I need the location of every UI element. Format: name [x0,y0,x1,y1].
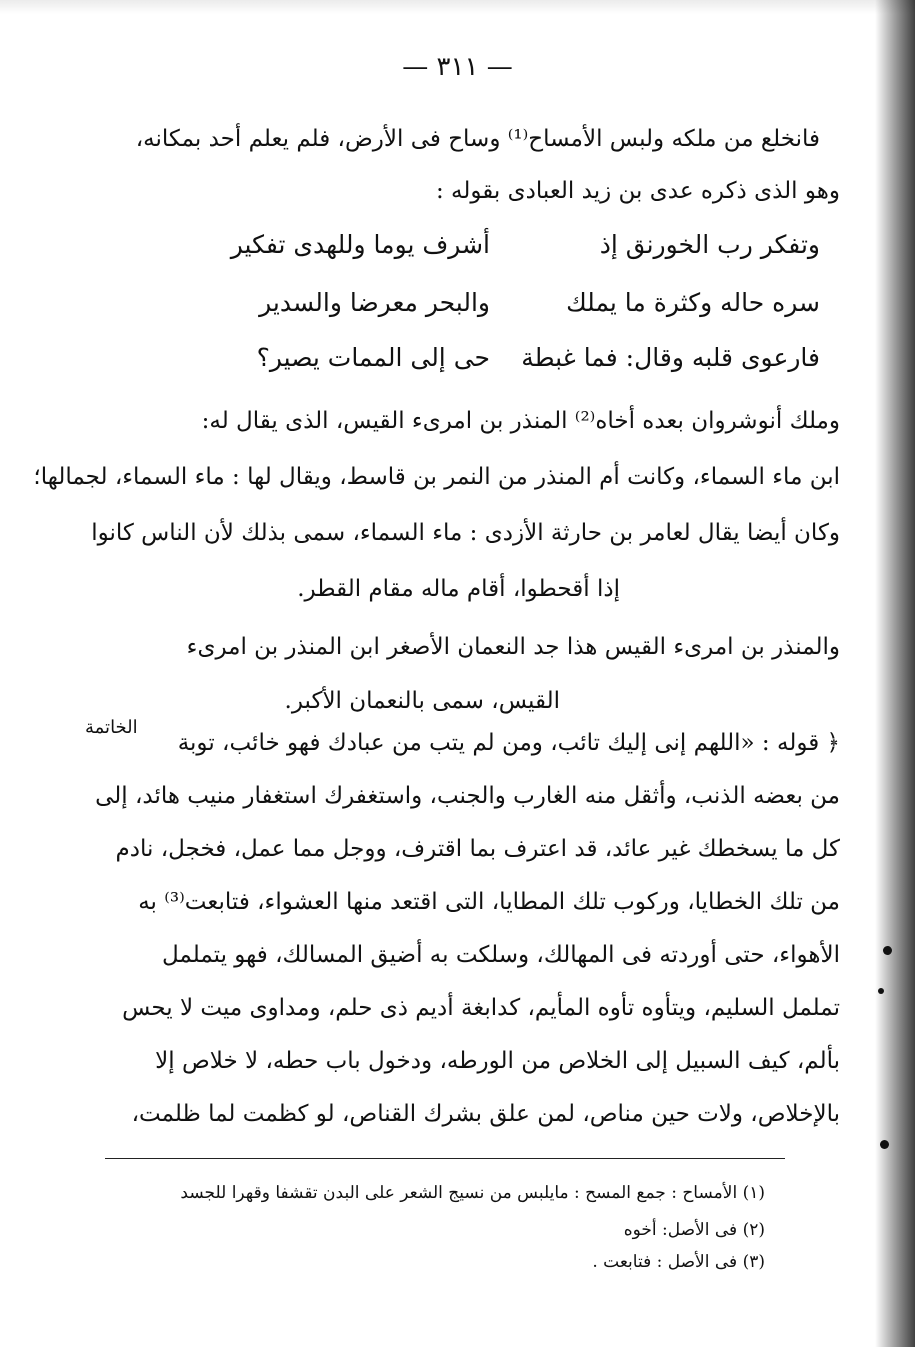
scan-speck [883,946,892,955]
paragraph-3-line-5: الأهواء، حتى أوردته فى المهالك، وسلكت به أضيق المسالك، فهو يتململ [162,942,840,968]
verse-3-hemistich-a: فارعوى قلبه وقال: فما غبطة [521,343,820,372]
paragraph-3-line-3: كل ما يسخطك غير عائد، قد اعترف بما اقترف، ووجل مما عمل، فخجل، نادم [115,836,840,862]
paragraph-3-line-2: من بعضه الذنب، وأثقل منه الغارب والجنب، واستغفرك استغفار منيب هائد، إلى [95,783,840,809]
verse-1-hemistich-a: وتفكر رب الخورنق إذ [599,230,820,259]
paragraph-3-line-7: بألم، كيف السبيل إلى الخلاص من الورطه، ودخول باب حطه، لا خلاص إلا [155,1048,840,1074]
footnote-1: (١) الأمساح : جمع المسح : مايلبس من نسيج الشعر على البدن تقشفا وقهرا للجسد [180,1183,765,1203]
verse-2-hemistich-b: والبحر معرضا والسدير [259,288,490,317]
verse-3-hemistich-b: حى إلى الممات يصير؟ [256,343,490,372]
verse-1-hemistich-b: أشرف يوما وللهدى تفكير [230,230,490,259]
verse-2-hemistich-a: سره حاله وكثرة ما يملك [566,288,820,317]
paragraph-1-line-4: إذا أقحطوا، أقام ماله مقام القطر. [297,576,620,602]
page-number: — ٣١١ — [402,52,513,82]
scan-shadow-top [0,0,915,14]
footnote-separator [105,1158,785,1159]
scan-speck [878,988,884,994]
paragraph-3-line-6: تململ السليم، ويتأوه تأوه المأيم، كدابغة أديم ذى حلم، ومداوى ميت لا يحس [122,995,840,1021]
paragraph-3-line-4: من تلك الخطايا، وركوب تلك المطايا، التى اقتعد منها العشواء، فتابعت⁽³⁾ به [138,889,840,915]
scan-speck [880,1140,889,1149]
paragraph-2-line-1: والمنذر بن امرىء القيس هذا جد النعمان الأصغر ابن المنذر بن امرىء [186,634,840,660]
footnote-3: (٣) فى الأصل : فتابعت . [592,1252,765,1272]
paragraph-3-line-1: ﴿ قوله : «اللهم إنى إليك تائب، ومن لم يتب من عبادك فهو خائب، توبة [177,730,840,756]
text-line-2: وهو الذى ذكره عدى بن زيد العبادى بقوله : [436,178,840,204]
footnote-2: (٢) فى الأصل: أخوه [623,1220,765,1240]
paragraph-1-line-1: وملك أنوشروان بعده أخاه⁽²⁾ المنذر بن امرىء القيس، الذى يقال له: [201,408,840,434]
margin-note: الخاتمة [85,717,138,738]
paragraph-2-line-2: القيس، سمى بالنعمان الأكبر. [284,688,560,714]
paragraph-1-line-3: وكان أيضا يقال لعامر بن حارثة الأزدى : ماء السماء، سمى بذلك لأن الناس كانوا [91,520,840,546]
paragraph-3-line-8: بالإخلاص، ولات حين مناص، لمن علق بشرك القناص، لو كظمت لما ظلمت، [131,1101,840,1127]
paragraph-1-line-2: ابن ماء السماء، وكانت أم المنذر من النمر بن قاسط، ويقال لها : ماء السماء، لجمالها؛ [33,464,840,490]
text-line-1: فانخلع من ملكه ولبس الأمساح⁽¹⁾ وساح فى الأرض، فلم يعلم أحد بمكانه، [135,126,820,152]
